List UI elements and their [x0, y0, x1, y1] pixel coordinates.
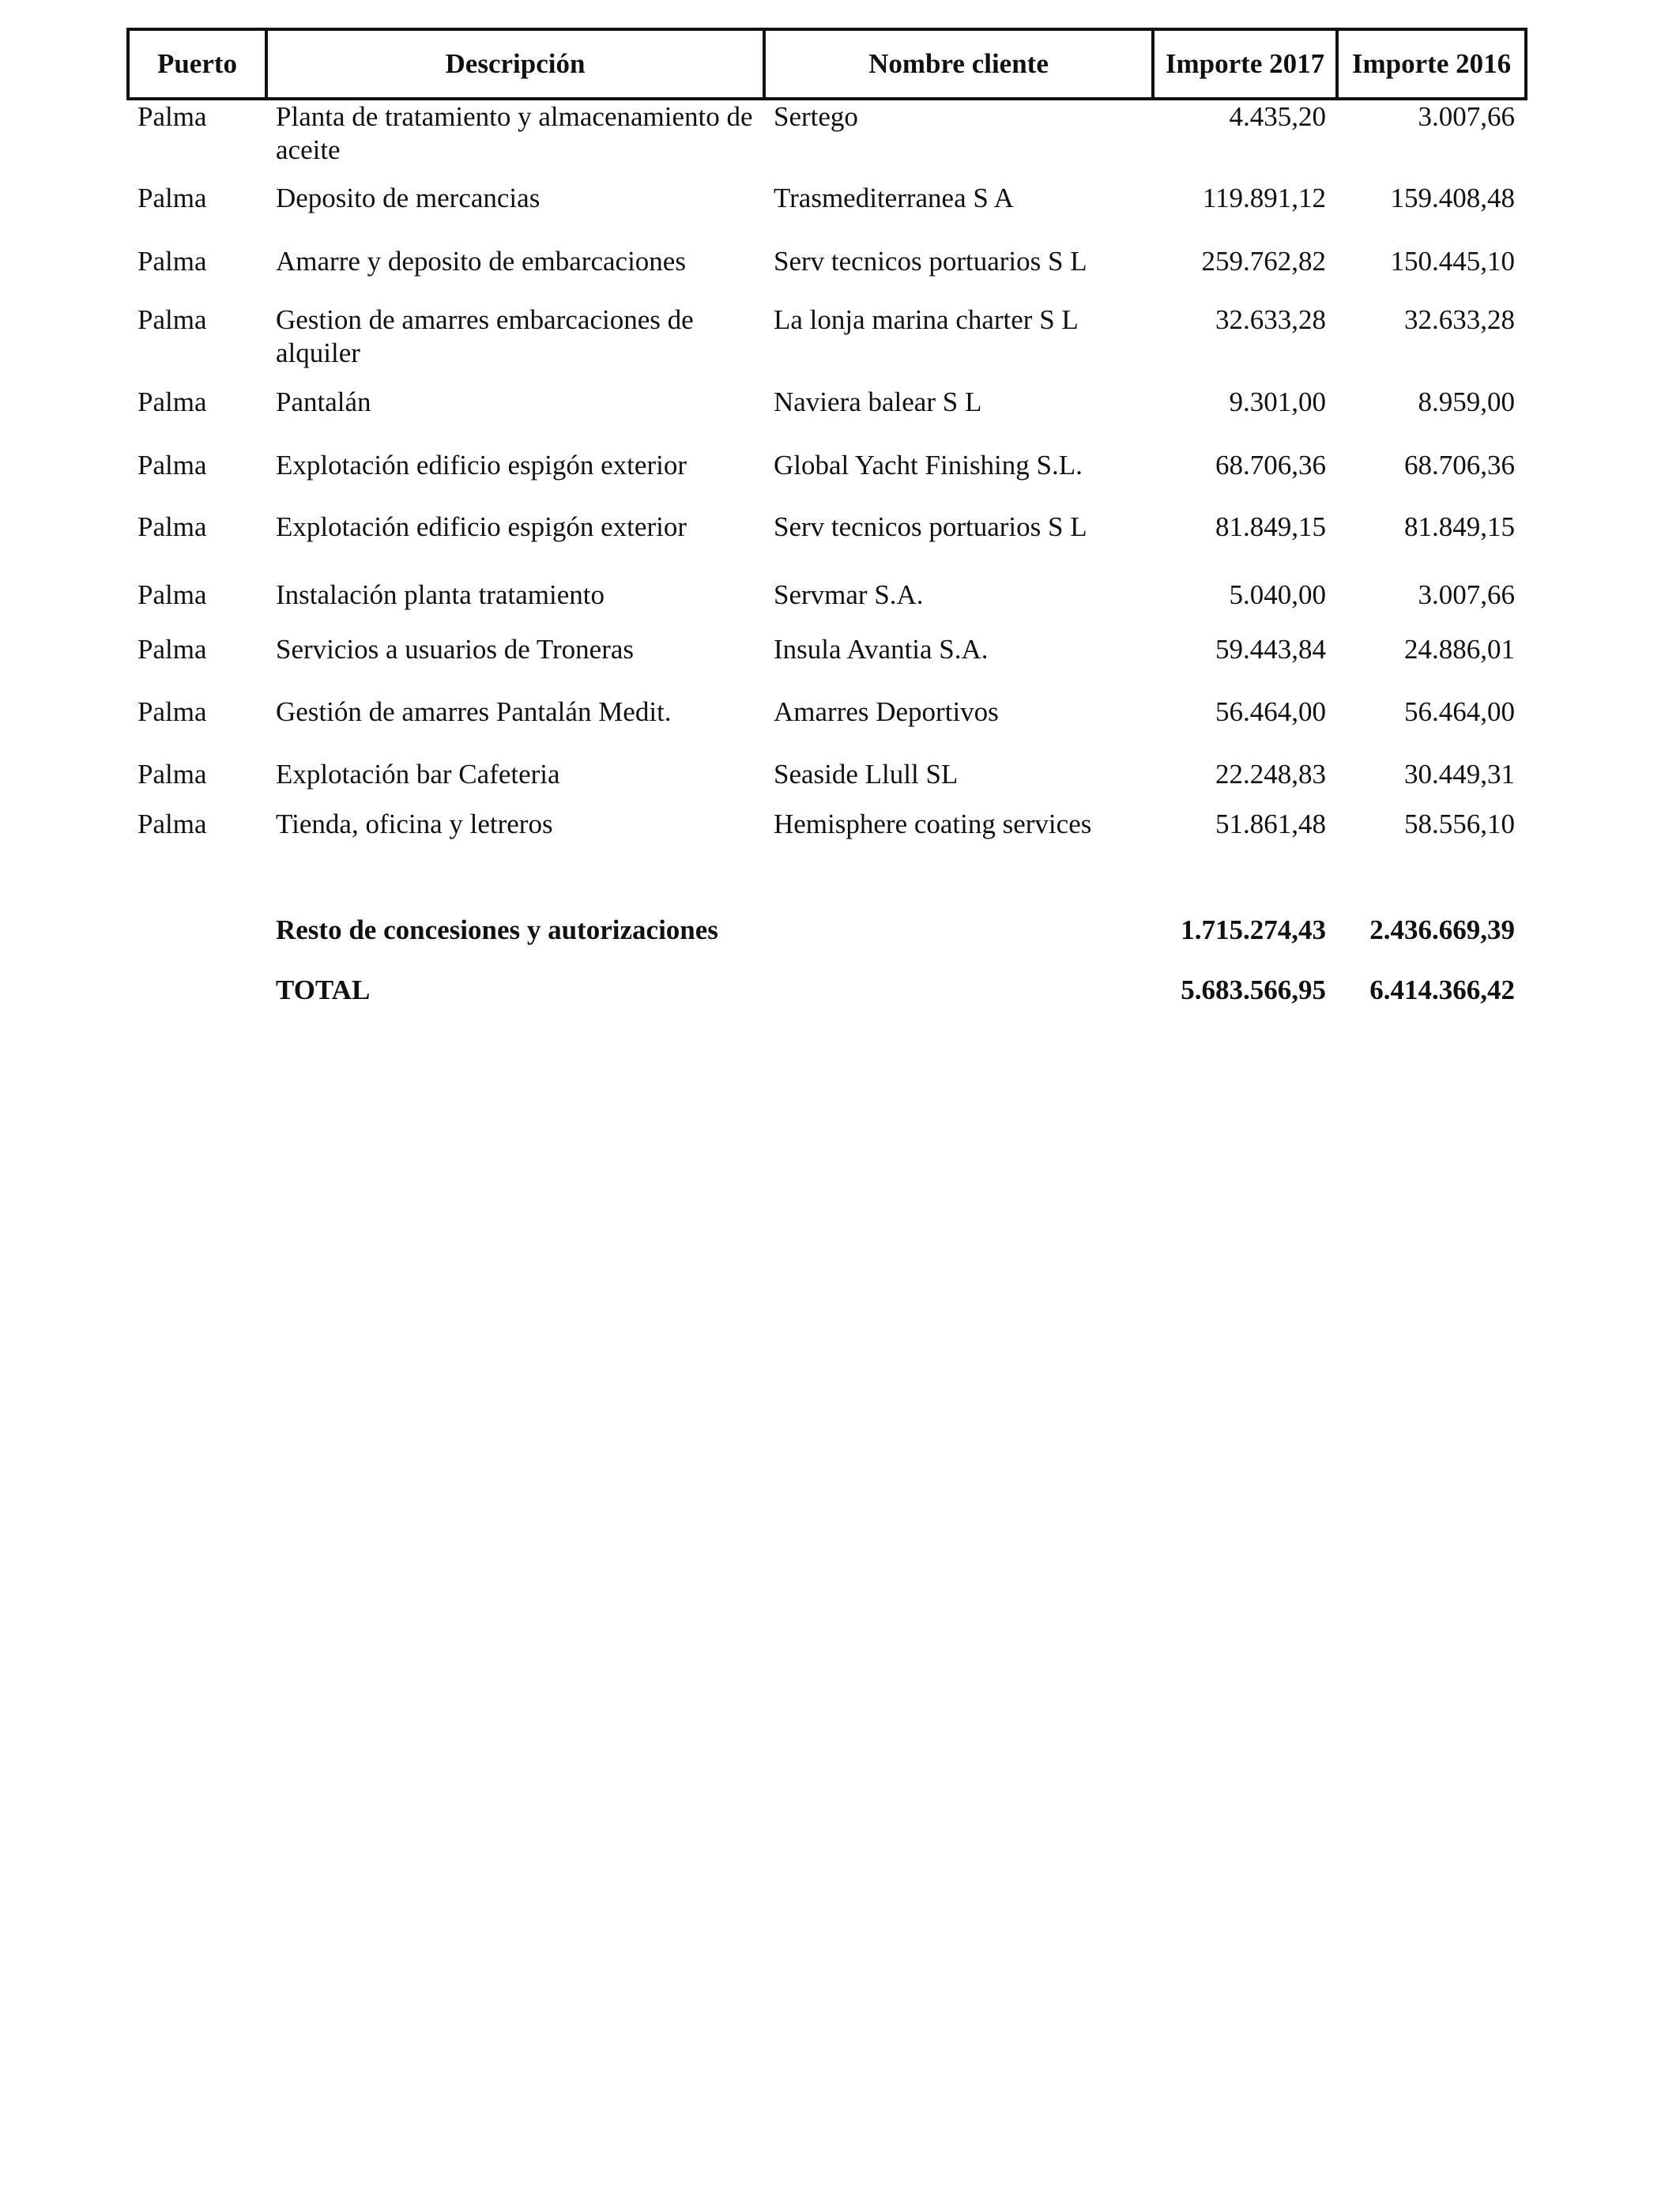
cell-cliente: Sertego	[774, 101, 858, 132]
cell-cliente: Amarres Deportivos	[774, 696, 999, 727]
cell-importe-2017: 56.464,00	[1215, 696, 1326, 727]
cell-importe-2016: 159.408,48	[1390, 183, 1515, 213]
cell-descripcion: Gestion de amarres embarcaciones de alquiler	[276, 304, 694, 368]
cell-importe-2016: 68.706,36	[1404, 450, 1515, 481]
resto-label: Resto de concesiones y autorizaciones	[276, 914, 718, 945]
cell-descripcion: Gestión de amarres Pantalán Medit.	[276, 696, 672, 727]
cell-importe-2017: 9.301,00	[1229, 386, 1326, 417]
table-body	[128, 99, 1526, 1023]
header-puerto: Puerto	[128, 29, 266, 99]
cell-importe-2016: 8.959,00	[1418, 386, 1515, 417]
total-label: TOTAL	[276, 974, 371, 1005]
header-importe-2017: Importe 2017	[1153, 29, 1337, 99]
concessions-table	[126, 28, 1527, 1023]
table-row	[128, 303, 1526, 386]
cell-cliente: Global Yacht Finishing S.L.	[774, 450, 1083, 481]
cell-importe-2017: 119.891,12	[1202, 183, 1326, 213]
cell-importe-2017: 68.706,36	[1215, 450, 1326, 481]
table-row	[128, 99, 1526, 182]
table-row	[128, 182, 1526, 245]
cell-importe-2017: 51.861,48	[1215, 809, 1326, 839]
cell-cliente: Trasmediterranea S A	[774, 183, 1014, 213]
cell-importe-2017: 4.435,20	[1229, 101, 1326, 132]
cell-cliente: Seaside Llull SL	[774, 759, 959, 790]
table-row	[128, 696, 1526, 758]
cell-cliente: La lonja marina charter S L	[774, 304, 1079, 335]
table-row	[128, 511, 1526, 579]
cell-descripcion: Explotación bar Cafeteria	[276, 759, 560, 790]
cell-importe-2016: 81.849,15	[1404, 511, 1515, 542]
table-row	[128, 633, 1526, 696]
table-row	[128, 449, 1526, 511]
cell-puerto: Palma	[137, 511, 207, 542]
cell-cliente: Serv tecnicos portuarios S L	[774, 511, 1087, 542]
cell-importe-2017: 5.040,00	[1229, 579, 1326, 610]
cell-descripcion: Pantalán	[276, 386, 371, 417]
cell-descripcion: Instalación planta tratamiento	[276, 579, 605, 610]
total-importe-2017: 5.683.566,95	[1181, 974, 1326, 1005]
header-descripcion: Descripción	[266, 29, 764, 99]
table-row	[128, 579, 1526, 633]
cell-descripcion: Deposito de mercancias	[276, 183, 541, 213]
total-importe-2016: 6.414.366,42	[1369, 974, 1515, 1005]
cell-importe-2017: 59.443,84	[1215, 634, 1326, 665]
cell-descripcion: Amarre y deposito de embarcaciones	[276, 246, 686, 277]
cell-importe-2016: 56.464,00	[1404, 696, 1515, 727]
cell-puerto: Palma	[137, 634, 207, 665]
cell-puerto: Palma	[137, 246, 207, 277]
total-row	[128, 963, 1526, 1023]
cell-importe-2017: 259.762,82	[1201, 246, 1326, 277]
cell-cliente: Hemisphere coating services	[774, 809, 1092, 839]
cell-puerto: Palma	[137, 386, 207, 417]
table-row	[128, 808, 1526, 855]
resto-importe-2016: 2.436.669,39	[1369, 914, 1515, 945]
cell-importe-2016: 3.007,66	[1418, 101, 1515, 132]
cell-puerto: Palma	[137, 304, 207, 335]
table-row	[128, 245, 1526, 303]
cell-puerto: Palma	[137, 450, 207, 481]
cell-puerto: Palma	[137, 101, 207, 132]
cell-cliente: Insula Avantia S.A.	[774, 634, 989, 665]
cell-puerto: Palma	[137, 696, 207, 727]
cell-puerto: Palma	[137, 759, 207, 790]
cell-importe-2016: 150.445,10	[1390, 246, 1515, 277]
table-row	[128, 758, 1526, 808]
header-nombre-cliente: Nombre cliente	[764, 29, 1153, 99]
spacer-row	[128, 855, 1526, 903]
resto-importe-2017: 1.715.274,43	[1181, 914, 1326, 945]
cell-cliente: Servmar S.A.	[774, 579, 924, 610]
cell-puerto: Palma	[137, 809, 207, 839]
cell-cliente: Naviera balear S L	[774, 386, 982, 417]
resto-row	[128, 903, 1526, 963]
cell-importe-2017: 81.849,15	[1215, 511, 1326, 542]
cell-importe-2016: 58.556,10	[1404, 809, 1515, 839]
cell-descripcion: Explotación edificio espigón exterior	[276, 511, 687, 542]
cell-importe-2016: 30.449,31	[1404, 759, 1515, 790]
cell-importe-2016: 32.633,28	[1404, 304, 1515, 335]
cell-puerto: Palma	[137, 579, 207, 610]
cell-descripcion: Planta de tratamiento y almacenamiento de aceite	[276, 101, 753, 165]
cell-importe-2017: 32.633,28	[1215, 304, 1326, 335]
table-header	[128, 29, 1526, 99]
header-importe-2016: Importe 2016	[1337, 29, 1526, 99]
cell-descripcion: Servicios a usuarios de Troneras	[276, 634, 635, 665]
cell-puerto: Palma	[137, 183, 207, 213]
cell-cliente: Serv tecnicos portuarios S L	[774, 246, 1087, 277]
cell-importe-2016: 3.007,66	[1418, 579, 1515, 610]
cell-descripcion: Tienda, oficina y letreros	[276, 809, 553, 839]
cell-importe-2016: 24.886,01	[1404, 634, 1515, 665]
cell-importe-2017: 22.248,83	[1215, 759, 1326, 790]
table-row	[128, 386, 1526, 449]
cell-descripcion: Explotación edificio espigón exterior	[276, 450, 687, 481]
